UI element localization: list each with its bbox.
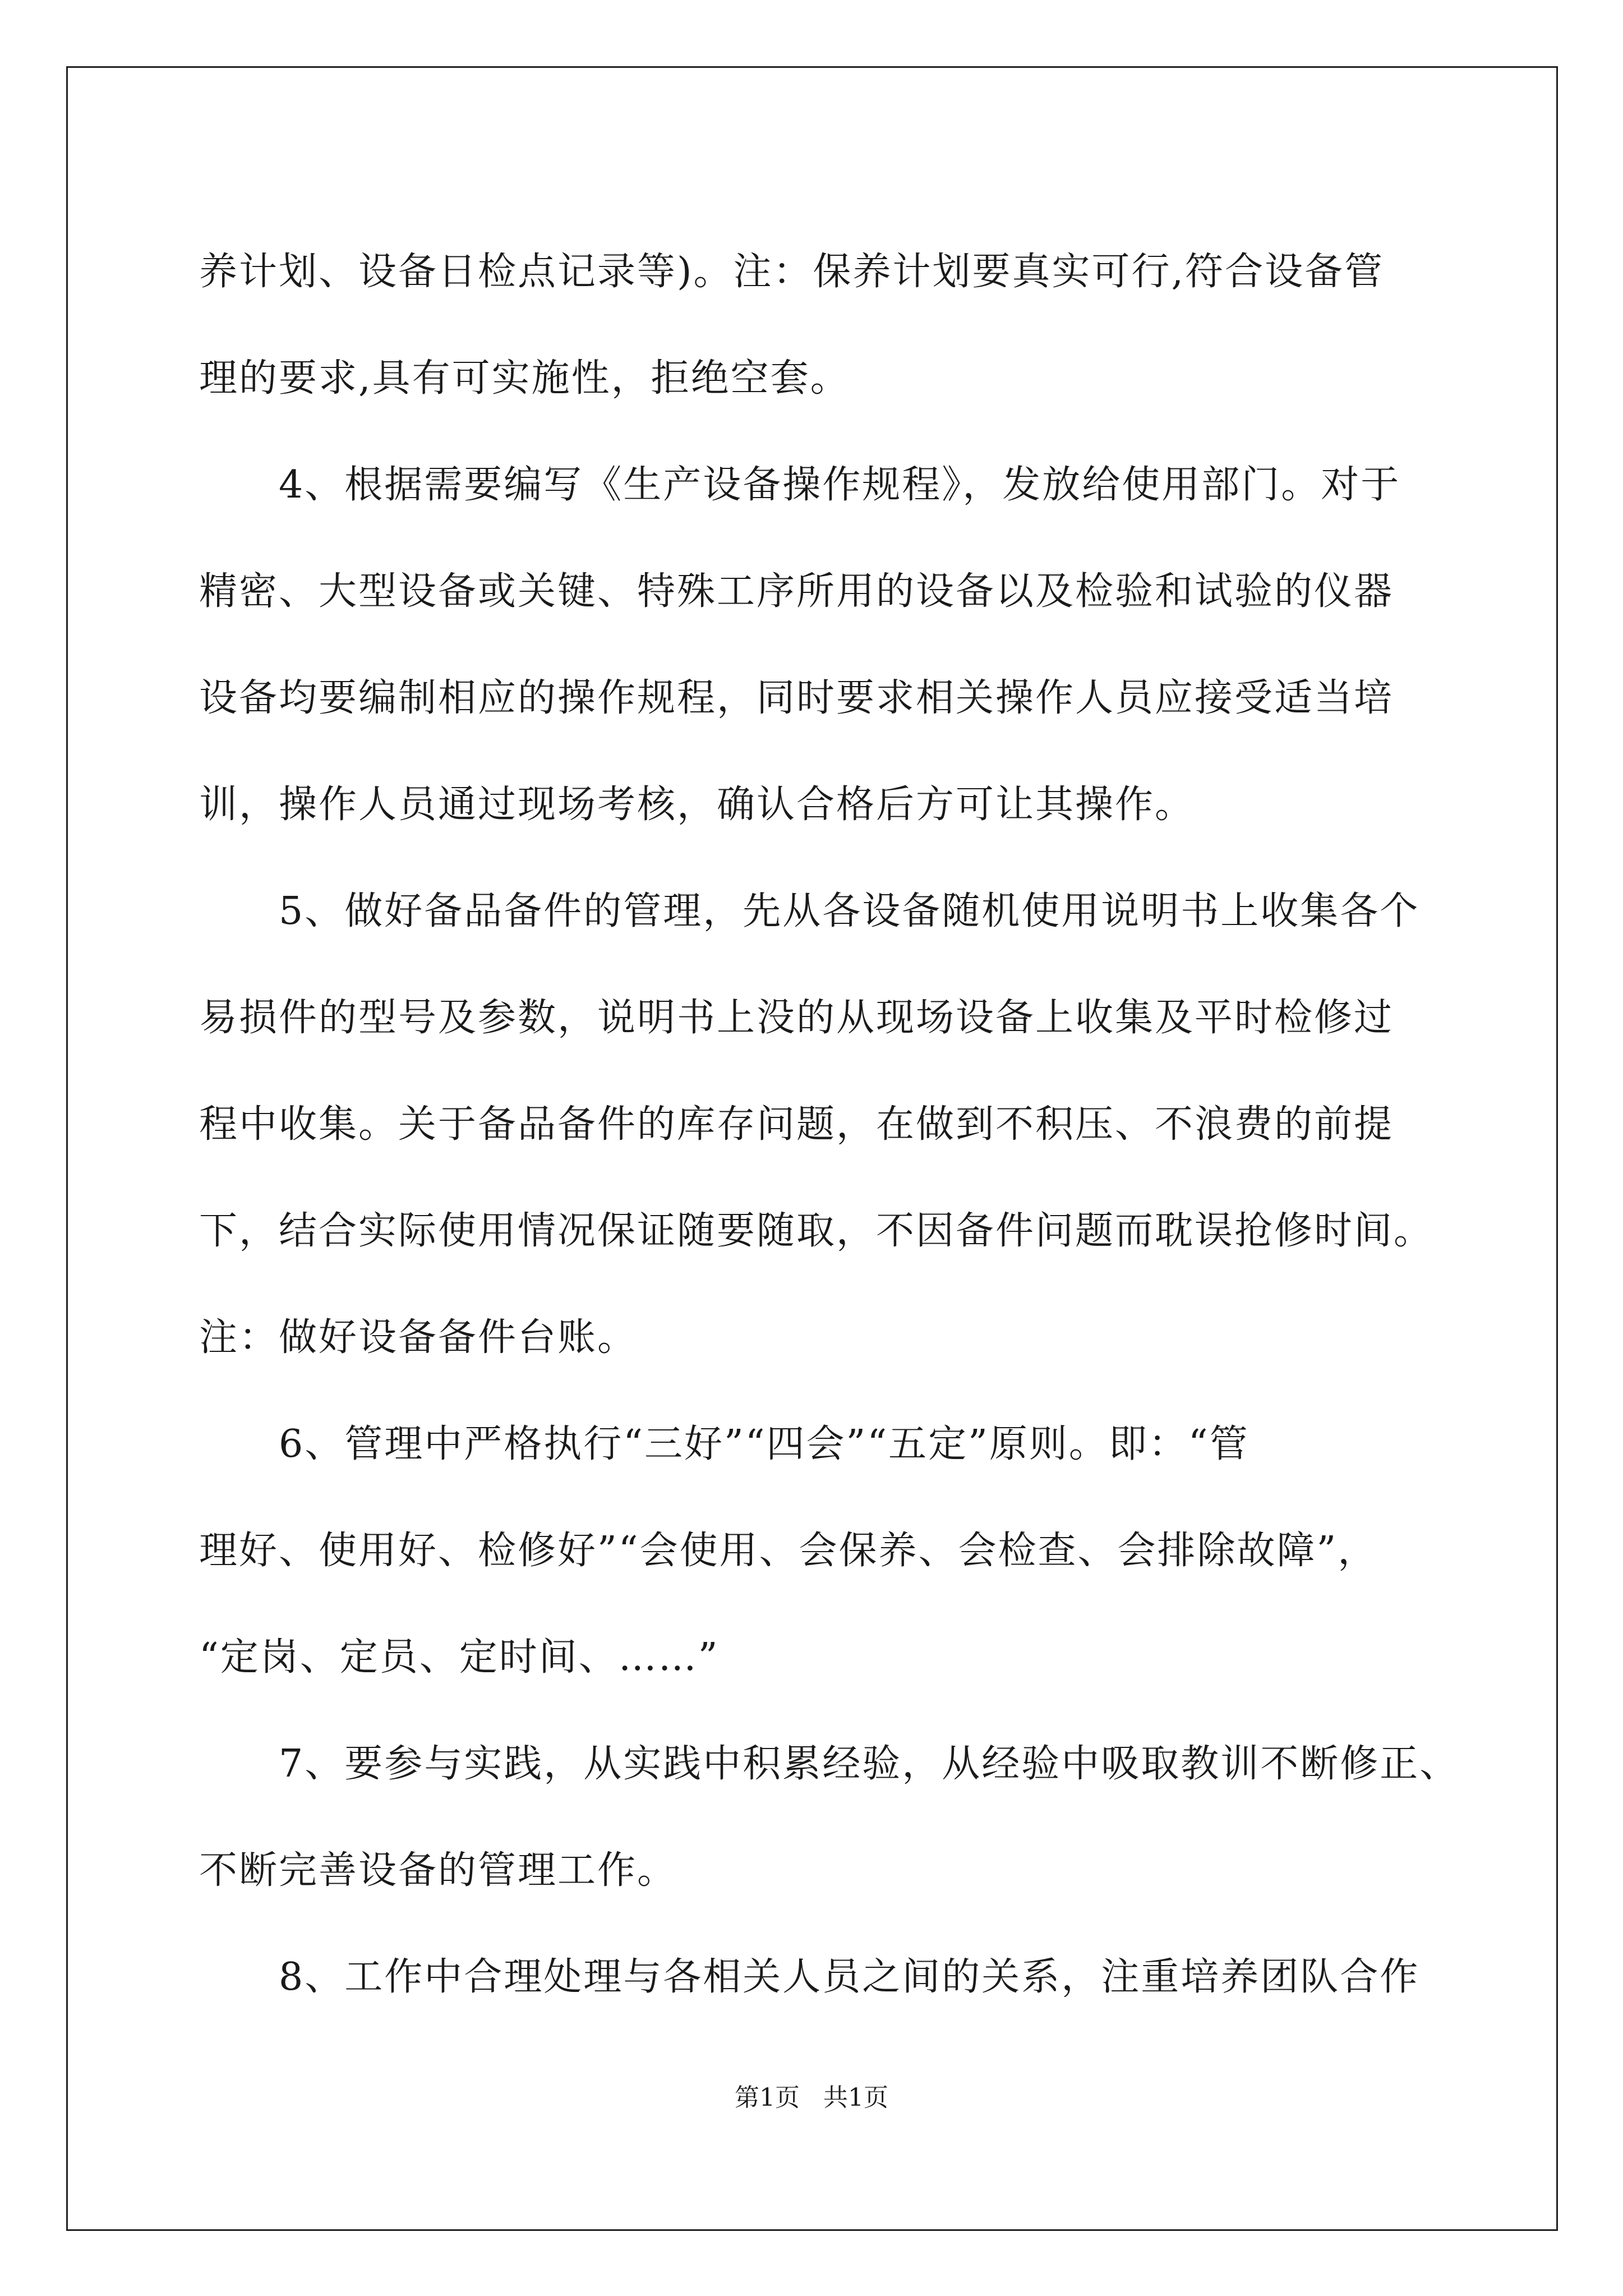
text-line: 理的要求,具有可实施性，拒绝空套。 [199,356,850,401]
text-line: 养计划、设备日检点记录等)。注：保养计划要真实可行,符合设备管 [199,250,1385,294]
text-line: “定岗、定员、定时间、……” [199,1635,720,1680]
text-line: 易损件的型号及参数，说明书上没的从现场设备上收集及平时检修过 [199,996,1394,1040]
document-body [199,219,1460,2031]
text-line: 精密、大型设备或关键、特殊工序所用的设备以及检验和试验的仪器 [199,569,1394,614]
text-line: 训，操作人员通过现场考核，确认合格后方可让其操作。 [199,783,1195,827]
text-line: 程中收集。关于备品备件的库存问题，在做到不积压、不浪费的前提 [199,1102,1394,1147]
text-line: 8、工作中合理处理与各相关人员之间的关系，注重培养团队合作 [199,1955,1420,1999]
text-line: 6、管理中严格执行“三好”“四会”“五定”原则。即：“管 [199,1422,1249,1466]
text-line: 7、要参与实践，从实践中积累经验，从经验中吸取教训不断修正、 [199,1742,1460,1786]
text-line: 理好、使用好、检修好”“会使用、会保养、会检查、会排除故障”， [199,1529,1378,1573]
text-line: 下，结合实际使用情况保证随要随取，不因备件问题而耽误抢修时间。 [199,1209,1434,1253]
text-line: 不断完善设备的管理工作。 [199,1848,677,1893]
text-line: 5、做好备品备件的管理，先从各设备随机使用说明书上收集各个 [199,889,1420,933]
text-line: 设备均要编制相应的操作规程，同时要求相关操作人员应接受适当培 [199,676,1394,720]
page-number-footer: 第1页 共1页 [735,2083,888,2112]
text-line: 注：做好设备备件台账。 [199,1315,638,1360]
text-line: 4、根据需要编写《生产设备操作规程》，发放给使用部门。对于 [199,463,1401,507]
